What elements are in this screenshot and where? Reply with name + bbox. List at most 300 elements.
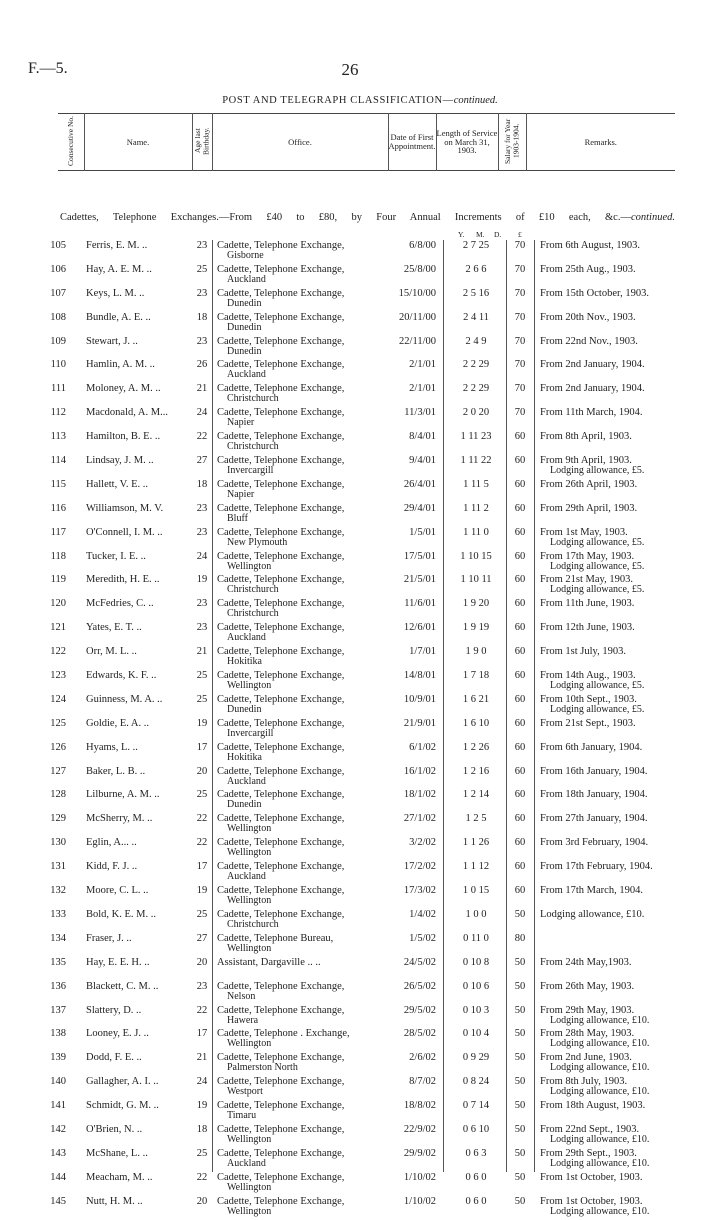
row-age: 17 — [196, 741, 208, 753]
row-name: Blackett, C. M. .. — [86, 980, 159, 992]
row-age: 23 — [196, 287, 208, 299]
row-length-of-service: 1 2 16 — [462, 765, 490, 777]
section-text: —From £40 to £80, by Four Annual Increments of £10 each, &c.— — [218, 212, 631, 223]
row-length-of-service: 0 7 14 — [462, 1100, 490, 1112]
row-length-of-service: 0 11 0 — [463, 932, 489, 944]
row-age: 23 — [196, 240, 208, 251]
row-length-of-service: 1 2 14 — [462, 789, 490, 801]
table-row — [0, 383, 700, 407]
row-office: Cadette, Telephone Exchange, — [217, 431, 345, 443]
row-remarks: From 18th January, 1904. — [540, 789, 648, 801]
row-office-place: Auckland — [227, 1157, 266, 1169]
row-length-of-service: 0 6 0 — [465, 1195, 487, 1207]
row-name: Kidd, F. J. .. — [86, 861, 138, 873]
row-remarks: From 8th April, 1903. — [540, 431, 632, 443]
row-appointment-date: 24/5/02 — [403, 956, 436, 968]
row-length-of-service: 1 10 15 — [460, 550, 492, 562]
row-length-of-service: 0 6 0 — [465, 1171, 487, 1183]
row-office: Cadette, Telephone Exchange, — [217, 813, 345, 825]
row-age: 23 — [196, 526, 208, 538]
row-number: 128 — [50, 789, 66, 801]
row-age: 18 — [196, 1123, 208, 1135]
row-remarks-line2: Lodging allowance, £5. — [550, 465, 645, 477]
row-remarks-line2: Lodging allowance, £10. — [550, 1014, 650, 1026]
row-number: 139 — [50, 1052, 66, 1064]
row-number: 111 — [51, 383, 66, 395]
row-appointment-date: 1/10/02 — [403, 1195, 436, 1207]
row-length-of-service: 1 7 18 — [462, 670, 490, 682]
row-salary: 70 — [514, 407, 526, 419]
row-office-place: Wellington — [227, 942, 272, 954]
table-row — [0, 1052, 700, 1076]
row-length-of-service: 1 11 22 — [460, 455, 492, 467]
row-name: Bundle, A. E. .. — [86, 311, 151, 323]
row-salary: 50 — [514, 1076, 526, 1088]
table-row — [0, 742, 700, 766]
row-age: 23 — [196, 598, 208, 610]
row-remarks: From 12th June, 1903. — [540, 622, 635, 634]
row-name: McShane, L. .. — [86, 1147, 148, 1159]
table-row — [0, 598, 700, 622]
row-office: Cadette, Telephone Exchange, — [217, 407, 345, 419]
row-length-of-service: 2 4 9 — [465, 335, 487, 347]
row-office: Cadette, Telephone Exchange, — [217, 980, 345, 992]
row-appointment-date: 17/5/01 — [403, 550, 436, 562]
row-office: Cadette, Telephone Exchange, — [217, 311, 345, 323]
row-remarks: From 11th June, 1903. — [540, 598, 635, 610]
row-number: 127 — [50, 765, 66, 777]
row-remarks: From 1st October, 1903. — [540, 1195, 643, 1207]
row-salary: 60 — [514, 431, 526, 443]
row-age: 24 — [196, 550, 208, 562]
row-number: 120 — [50, 598, 66, 610]
row-office-place: Wellington — [227, 1181, 272, 1193]
row-number: 117 — [50, 526, 66, 538]
table-row — [0, 1028, 700, 1052]
row-name: Bold, K. E. M. .. — [86, 908, 157, 920]
table-row — [0, 861, 700, 885]
row-number: 110 — [50, 359, 66, 371]
row-name: Hallett, V. E. .. — [86, 478, 149, 490]
row-name: Dodd, F. E. .. — [86, 1052, 142, 1064]
row-salary: 60 — [514, 670, 526, 682]
col-office: Office. — [212, 114, 388, 171]
row-name: Hamlin, A. M. .. — [86, 359, 155, 371]
row-name: Ferris, E. M. .. — [86, 240, 148, 251]
row-office: Cadette, Telephone Bureau, — [217, 932, 334, 944]
row-length-of-service: 0 9 29 — [462, 1052, 490, 1064]
unit-days: D. — [494, 230, 502, 239]
row-office: Cadette, Telephone Exchange, — [217, 526, 345, 538]
row-salary: 50 — [514, 1004, 526, 1016]
row-office-place: Wellington — [227, 680, 272, 692]
row-age: 20 — [196, 1195, 208, 1207]
row-appointment-date: 20/11/00 — [399, 311, 436, 323]
row-age: 21 — [196, 646, 208, 658]
row-salary: 70 — [514, 359, 526, 371]
col-salary: Salary for Year 1903-1904. — [498, 114, 526, 171]
row-appointment-date: 16/1/02 — [403, 765, 436, 777]
row-salary: 50 — [514, 1171, 526, 1183]
row-remarks-line2: Lodging allowance, £5. — [550, 584, 645, 596]
row-salary: 60 — [514, 765, 526, 777]
row-office-place: Nelson — [227, 990, 256, 1002]
row-salary: 50 — [514, 1195, 526, 1207]
row-age: 24 — [196, 407, 208, 419]
row-number: 106 — [50, 263, 66, 275]
row-remarks: From 15th October, 1903. — [540, 287, 649, 299]
row-name: Hyams, L. .. — [86, 741, 138, 753]
table-row — [0, 312, 700, 336]
row-appointment-date: 8/7/02 — [409, 1076, 436, 1088]
row-remarks: From 17th May, 1903. — [540, 550, 635, 562]
row-remarks: From 21st May, 1903. — [540, 574, 633, 586]
row-remarks: From 21st Sept., 1903. — [540, 717, 636, 729]
table-row — [0, 670, 700, 694]
row-length-of-service: 1 2 5 — [465, 813, 487, 825]
row-number: 114 — [50, 455, 66, 467]
row-office-place: Dunedin — [227, 297, 262, 309]
row-office-place: Wellington — [227, 560, 272, 572]
row-office: Cadette, Telephone Exchange, — [217, 598, 345, 610]
row-age: 23 — [196, 335, 208, 347]
row-appointment-date: 25/8/00 — [403, 263, 436, 275]
row-remarks: From 6th August, 1903. — [540, 240, 641, 251]
row-salary: 60 — [514, 502, 526, 514]
row-appointment-date: 10/9/01 — [403, 693, 436, 705]
row-number: 116 — [50, 502, 66, 514]
table-row — [0, 909, 700, 933]
row-remarks: From 27th January, 1904. — [540, 813, 648, 825]
row-office-place: Auckland — [227, 369, 266, 381]
row-number: 109 — [50, 335, 66, 347]
row-length-of-service: 0 8 24 — [462, 1076, 490, 1088]
row-age: 22 — [196, 1171, 208, 1183]
row-number: 119 — [50, 574, 66, 586]
row-office: Cadette, Telephone Exchange, — [217, 646, 345, 658]
row-length-of-service: 1 6 21 — [462, 693, 490, 705]
row-office: Cadette, Telephone Exchange, — [217, 693, 345, 705]
col-remarks: Remarks. — [526, 114, 675, 171]
row-remarks-line2: Lodging allowance, £5. — [550, 680, 645, 692]
column-header-table — [58, 113, 675, 171]
col-age: Age last Birthday. — [192, 114, 212, 171]
row-length-of-service: 1 11 5 — [463, 478, 489, 490]
table-row — [0, 551, 700, 575]
row-office-place: Auckland — [227, 632, 266, 644]
row-remarks: From 14th Aug., 1903. — [540, 670, 636, 682]
row-length-of-service: 1 9 0 — [465, 646, 487, 658]
row-salary: 60 — [514, 789, 526, 801]
row-office-place: Invercargill — [227, 727, 274, 739]
row-appointment-date: 17/3/02 — [403, 885, 436, 897]
row-name: Williamson, M. V. — [86, 502, 164, 514]
row-office-place: Wellington — [227, 1038, 272, 1050]
row-remarks: From 25th Aug., 1903. — [540, 263, 636, 275]
row-office-place: Timaru — [227, 1110, 257, 1122]
row-office-place: Auckland — [227, 871, 266, 883]
row-office-place: Wellington — [227, 1205, 272, 1217]
row-age: 22 — [196, 813, 208, 825]
table-row — [0, 837, 700, 861]
table-row — [0, 503, 700, 527]
table-row — [0, 1005, 700, 1029]
row-age: 25 — [196, 789, 208, 801]
section-continued: continued. — [630, 212, 675, 223]
table-row — [0, 1148, 700, 1172]
table-row — [0, 1124, 700, 1148]
row-appointment-date: 1/10/02 — [403, 1171, 436, 1183]
row-length-of-service: 2 4 11 — [463, 311, 489, 323]
row-number: 137 — [50, 1004, 66, 1016]
row-appointment-date: 29/5/02 — [403, 1004, 436, 1016]
row-age: 25 — [196, 693, 208, 705]
row-remarks: From 18th August, 1903. — [540, 1100, 646, 1112]
row-name: Lindsay, J. M. .. — [86, 455, 154, 467]
row-office-place: Wellington — [227, 823, 272, 835]
row-salary: 60 — [514, 693, 526, 705]
row-appointment-date: 21/9/01 — [403, 717, 436, 729]
row-office: Cadette, Telephone Exchange, — [217, 861, 345, 873]
row-name: Gallagher, A. I. .. — [86, 1076, 159, 1088]
row-office-place: Napier — [227, 417, 255, 429]
table-row — [0, 527, 700, 551]
row-office-place: Wellington — [227, 895, 272, 907]
row-office: Cadette, Telephone Exchange, — [217, 1004, 345, 1016]
unit-years: Y. — [458, 230, 465, 239]
row-salary: 60 — [514, 478, 526, 490]
row-length-of-service: 1 0 15 — [462, 885, 490, 897]
row-length-of-service: 2 7 25 — [462, 240, 490, 251]
row-length-of-service: 1 11 0 — [463, 526, 489, 538]
row-salary: 70 — [514, 263, 526, 275]
row-number: 144 — [50, 1171, 66, 1183]
table-row — [0, 1172, 700, 1196]
row-name: O'Connell, I. M. .. — [86, 526, 163, 538]
row-appointment-date: 1/5/02 — [409, 932, 436, 944]
table-row — [0, 766, 700, 790]
row-office: Cadette, Telephone Exchange, — [217, 359, 345, 371]
table-row — [0, 479, 700, 503]
table-row — [0, 622, 700, 646]
row-remarks-line2: Lodging allowance, £10. — [550, 1133, 650, 1145]
row-salary: 60 — [514, 455, 526, 467]
table-row — [0, 359, 700, 383]
row-name: Yates, E. T. .. — [86, 622, 142, 634]
row-appointment-date: 27/1/02 — [403, 813, 436, 825]
row-office: Cadette, Telephone Exchange, — [217, 287, 345, 299]
row-length-of-service: 1 11 23 — [460, 431, 492, 443]
row-name: Orr, M. L. .. — [86, 646, 137, 658]
row-appointment-date: 18/1/02 — [403, 789, 436, 801]
row-salary: 50 — [514, 908, 526, 920]
table-row — [0, 574, 700, 598]
row-office-place: Wellington — [227, 1133, 272, 1145]
row-age: 22 — [196, 837, 208, 849]
row-number: 105 — [50, 240, 66, 251]
row-age: 19 — [196, 717, 208, 729]
row-appointment-date: 14/8/01 — [403, 670, 436, 682]
row-length-of-service: 2 6 6 — [465, 263, 487, 275]
row-number: 124 — [50, 693, 66, 705]
row-office-place: Auckland — [227, 775, 266, 787]
row-salary: 60 — [514, 526, 526, 538]
row-office: Cadette, Telephone Exchange, — [217, 622, 345, 634]
row-age: 25 — [196, 263, 208, 275]
row-remarks: From 1st July, 1903. — [540, 646, 626, 658]
row-age: 25 — [196, 670, 208, 682]
col-date: Date of First Appointment. — [388, 114, 436, 171]
row-appointment-date: 28/5/02 — [403, 1028, 436, 1040]
page-title-continued: continued. — [453, 95, 498, 106]
table-row — [0, 1076, 700, 1100]
row-office: Cadette, Telephone Exchange, — [217, 765, 345, 777]
row-remarks-line2: Lodging allowance, £10. — [550, 1038, 650, 1050]
row-appointment-date: 2/6/02 — [409, 1052, 436, 1064]
row-office: Cadette, Telephone Exchange, — [217, 885, 345, 897]
row-office: Cadette, Telephone Exchange, — [217, 789, 345, 801]
row-name: McFedries, C. .. — [86, 598, 154, 610]
row-remarks: From 22nd Sept., 1903. — [540, 1123, 640, 1135]
row-age: 25 — [196, 1147, 208, 1159]
row-remarks: Lodging allowance, £10. — [540, 908, 645, 920]
row-remarks: From 20th Nov., 1903. — [540, 311, 636, 323]
row-office: Cadette, Telephone Exchange, — [217, 1123, 345, 1135]
row-salary: 70 — [514, 335, 526, 347]
row-salary: 50 — [514, 980, 526, 992]
row-name: McSherry, M. .. — [86, 813, 153, 825]
row-age: 19 — [196, 1100, 208, 1112]
row-office-place: Hokitika — [227, 656, 262, 668]
row-number: 108 — [50, 311, 66, 323]
col-name: Name. — [84, 114, 192, 171]
table-row — [0, 431, 700, 455]
row-salary: 50 — [514, 1123, 526, 1135]
table-row — [0, 336, 700, 360]
row-remarks: From 24th May,1903. — [540, 956, 632, 968]
row-salary: 60 — [514, 550, 526, 562]
row-salary: 70 — [514, 240, 526, 251]
row-name: Moore, C. L. .. — [86, 885, 149, 897]
row-remarks-line2: Lodging allowance, £5. — [550, 536, 645, 548]
row-appointment-date: 29/9/02 — [403, 1147, 436, 1159]
row-office: Cadette, Telephone Exchange, — [217, 240, 345, 251]
row-office: Cadette, Telephone Exchange, — [217, 263, 345, 275]
row-length-of-service: 1 9 19 — [462, 622, 490, 634]
row-age: 17 — [196, 861, 208, 873]
row-office: Cadette, Telephone Exchange, — [217, 478, 345, 490]
row-appointment-date: 22/9/02 — [403, 1123, 436, 1135]
row-appointment-date: 6/8/00 — [409, 240, 436, 251]
row-appointment-date: 1/5/01 — [409, 526, 436, 538]
table-row — [0, 407, 700, 431]
row-salary: 50 — [514, 1147, 526, 1159]
row-office: Cadette, Telephone Exchange, — [217, 717, 345, 729]
row-age: 25 — [196, 908, 208, 920]
row-appointment-date: 18/8/02 — [403, 1100, 436, 1112]
row-name: Looney, E. J. .. — [86, 1028, 149, 1040]
page-title-text: POST AND TELEGRAPH CLASSIFICATION— — [222, 95, 454, 106]
row-office: Cadette, Telephone Exchange, — [217, 670, 345, 682]
row-length-of-service: 1 1 26 — [462, 837, 490, 849]
row-name: Fraser, J. .. — [86, 932, 132, 944]
row-name: Slattery, D. .. — [86, 1004, 142, 1016]
row-length-of-service: 1 11 2 — [463, 502, 489, 514]
row-number: 132 — [50, 885, 66, 897]
row-age: 20 — [196, 956, 208, 968]
row-age: 19 — [196, 574, 208, 586]
row-office-place: Dunedin — [227, 321, 262, 333]
row-salary: 60 — [514, 813, 526, 825]
table-row — [0, 933, 700, 957]
row-office-place: Westport — [227, 1086, 263, 1098]
row-office: Cadette, Telephone Exchange, — [217, 455, 345, 467]
table-row — [0, 264, 700, 288]
row-office: Cadette, Telephone Exchange, — [217, 383, 345, 395]
row-remarks: From 10th Sept., 1903. — [540, 693, 637, 705]
row-appointment-date: 6/1/02 — [409, 741, 436, 753]
row-age: 27 — [196, 932, 208, 944]
row-salary: 70 — [514, 287, 526, 299]
row-salary: 60 — [514, 598, 526, 610]
row-number: 126 — [50, 741, 66, 753]
row-office-place: Wellington — [227, 847, 272, 859]
row-salary: 50 — [514, 956, 526, 968]
row-office: Cadette, Telephone Exchange, — [217, 908, 345, 920]
row-office-place: Christchurch — [227, 918, 279, 930]
row-remarks: From 1st October, 1903. — [540, 1171, 643, 1183]
row-office-place: Palmerston North — [227, 1062, 298, 1074]
row-age: 17 — [196, 1028, 208, 1040]
table-row — [0, 981, 700, 1005]
row-office-place: Gisborne — [227, 250, 264, 261]
row-name: Meacham, M. .. — [86, 1171, 153, 1183]
row-length-of-service: 0 10 3 — [462, 1004, 490, 1016]
row-appointment-date: 2/1/01 — [409, 383, 436, 395]
row-remarks: From 22nd Nov., 1903. — [540, 335, 638, 347]
row-office: Cadette, Telephone Exchange, — [217, 1100, 345, 1112]
row-office-place: Christchurch — [227, 584, 279, 596]
row-office-place: Dunedin — [227, 703, 262, 715]
row-name: Hamilton, B. E. .. — [86, 431, 161, 443]
row-remarks: From 17th February, 1904. — [540, 861, 653, 873]
row-salary: 60 — [514, 646, 526, 658]
row-office: Cadette, Telephone Exchange, — [217, 335, 345, 347]
row-office: Cadette, Telephone Exchange, — [217, 1147, 345, 1159]
row-length-of-service: 0 6 3 — [465, 1147, 487, 1159]
table-row — [0, 646, 700, 670]
row-salary: 50 — [514, 1100, 526, 1112]
row-name: Lilburne, A. M. .. — [86, 789, 160, 801]
row-office: Cadette, Telephone Exchange, — [217, 574, 345, 586]
row-number: 134 — [50, 932, 66, 944]
row-salary: 50 — [514, 1028, 526, 1040]
row-age: 21 — [196, 1052, 208, 1064]
col-length: Length of Service on March 31, 1903. — [436, 114, 498, 171]
row-remarks: From 6th January, 1904. — [540, 741, 643, 753]
row-age: 18 — [196, 311, 208, 323]
row-name: Edwards, K. F. .. — [86, 670, 157, 682]
page-title — [0, 95, 720, 106]
table-row — [0, 288, 700, 312]
row-remarks-line2: Lodging allowance, £10. — [550, 1062, 650, 1074]
table-row — [0, 957, 700, 981]
row-remarks: From 1st May, 1903. — [540, 526, 628, 538]
row-salary: 60 — [514, 861, 526, 873]
row-salary: 70 — [514, 311, 526, 323]
row-age: 27 — [196, 455, 208, 467]
row-number: 123 — [50, 670, 66, 682]
